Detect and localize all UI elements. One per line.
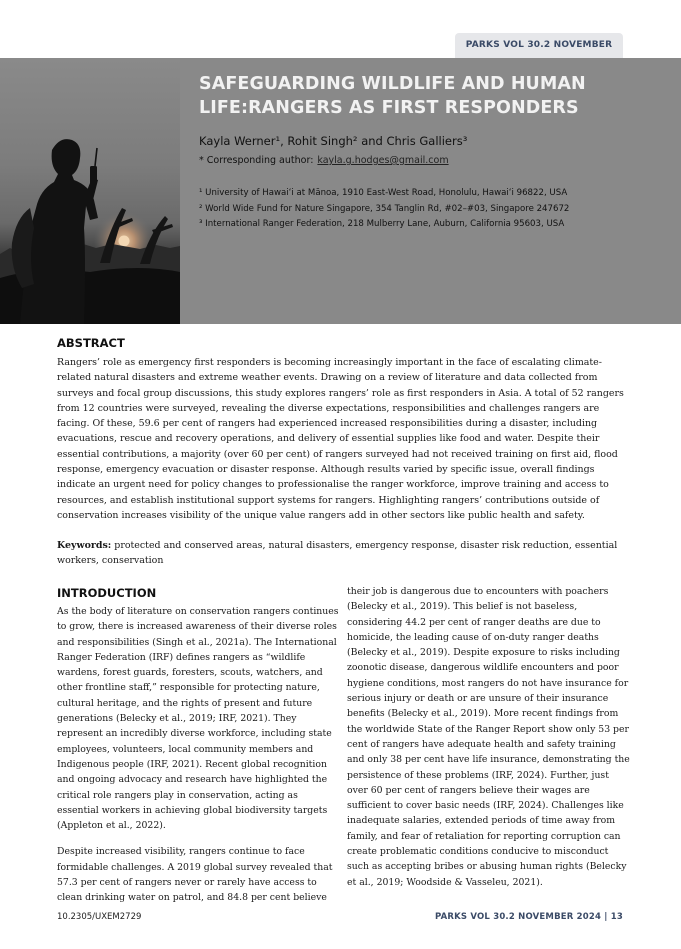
affiliation-1: ¹ University of Hawaiʻi at Mānoa, 1910 East-West Road, Honolulu, Hawaiʻi 96822, USA (199, 188, 568, 198)
abstract-text: Rangers’ role as emergency first responders is becoming increasingly important in the face of escalating climate-related natural disasters and extreme weather events. Drawing on a review of literature and data collected from surveys and focal group discussions, this study explores rangers’ role as first responders in Asia. A total of 52 rangers from 12 countries were surveyed, revealing the diverse expectations, responsibilities and challenges rangers are facing. Of these, 59.6 per cent of rangers had experienced increased responsibilities during a disaster, including evacuations, rescue and recovery operations, and delivery of essential supplies like food and water. Despite their essential contributions, a majority (over 60 per cent) of rangers surveyed had not received training on first aid, flood response, emergency evacuation or disaster response. Although results varied by specific issue, overall findings indicate an urgent need for policy changes to professionalise the ranger workforce, improve training and access to resources, and establish institutional support systems for rangers. Highlighting rangers’ contributions outside of conservation increases visibility of the unique value rangers add in other sectors like public health and safety. (57, 357, 624, 521)
introduction-column-right (347, 584, 631, 890)
abstract-heading: ABSTRACT (57, 336, 125, 350)
doi-footer: 10.2305/UXEM2729 (57, 912, 142, 922)
introduction-heading: INTRODUCTION (57, 586, 157, 600)
ranger-silhouette-photo (0, 58, 180, 324)
keywords-label: Keywords: (57, 540, 112, 551)
article-header-banner (0, 58, 681, 324)
corresponding-author-label: * Corresponding author: (199, 155, 314, 166)
corresponding-author (199, 155, 449, 166)
introduction-paragraph-1: As the body of literature on conservation rangers continues to grow, there is increased awareness of their diverse roles and responsibilities (Singh et al., 2021a). The International Ranger Federation (IRF) defines rangers as “wildlife wardens, forest guards, foresters, scouts, watchers, and other frontline staff,” responsible for protecting nature, cultural heritage, and the rights of present and future generations (Belecky et al., 2019; IRF, 2021). They represent an incredibly diverse workforce, including state employees, volunteers, local community members and Indigenous people (IRF, 2021). Recent global recognition and ongoing advocacy and research have highlighted the critical role rangers play in conservation, acting as essential workers in achieving global biodiversity targets (Appleton et al., 2022). (57, 606, 339, 832)
corresponding-author-email-link[interactable]: kayla.g.hodges@gmail.com (317, 155, 449, 166)
ranger-silhouette-image (0, 58, 180, 324)
introduction-paragraph-3: their job is dangerous due to encounters with poachers (Belecky et al., 2019). This belief is not baseless, considering 44.2 per cent of ranger deaths are due to homicide, the leading cause of on-duty ranger deaths (Belecky et al., 2019). Despite exposure to risks including zoonotic disease, dangerous wildlife encounters and poor hygiene conditions, most rangers do not have insurance for serious injury or death or are unsure of their insurance benefits (Belecky et al., 2019). More recent findings from the worldwide State of the Ranger Report show only 53 per cent of rangers have adequate health and safety training and only 38 per cent have life insurance, demonstrating the persistence of these problems (IRF, 2024). Further, just over 60 per cent of rangers believe their wages are sufficient to cover basic needs (IRF, 2024). Challenges like inadequate salaries, extended periods of time away from family, and fear of retaliation for reporting corruption can create problematic conditions conducive to misconduct such as accepting bribes or abusing human rights (Belecky et al., 2019; Woodside & Vasseleu, 2021). (347, 586, 630, 888)
article-authors: Kayla Werner¹, Rohit Singh² and Chris Galliers³ (199, 134, 468, 148)
page-footer: PARKS VOL 30.2 NOVEMBER 2024 | 13 (434, 912, 623, 922)
affiliation-3: ³ International Ranger Federation, 218 Mulberry Lane, Auburn, California 95603, USA (199, 219, 565, 229)
article-title: SAFEGUARDING WILDLIFE AND HUMAN LIFE:RANGERS AS FIRST RESPONDERS (199, 74, 586, 118)
keywords-list: protected and conserved areas, natural disasters, emergency response, disaster risk reduction, essential workers, conservation (57, 540, 618, 567)
journal-issue-tab: PARKS VOL 30.2 NOVEMBER (455, 33, 623, 58)
author-affiliations (199, 186, 569, 233)
keywords (57, 538, 628, 569)
introduction-paragraph-2: Despite increased visibility, rangers continue to face formidable challenges. A 2019 global survey revealed that 57.3 per cent of rangers never or rarely have access to clean drinking water on patrol, and 84.8 per cent believe (57, 846, 333, 904)
affiliation-2: ² World Wide Fund for Nature Singapore, 354 Tanglin Rd, #02–#03, Singapore 247672 (199, 203, 570, 214)
introduction-column-left (57, 604, 339, 906)
